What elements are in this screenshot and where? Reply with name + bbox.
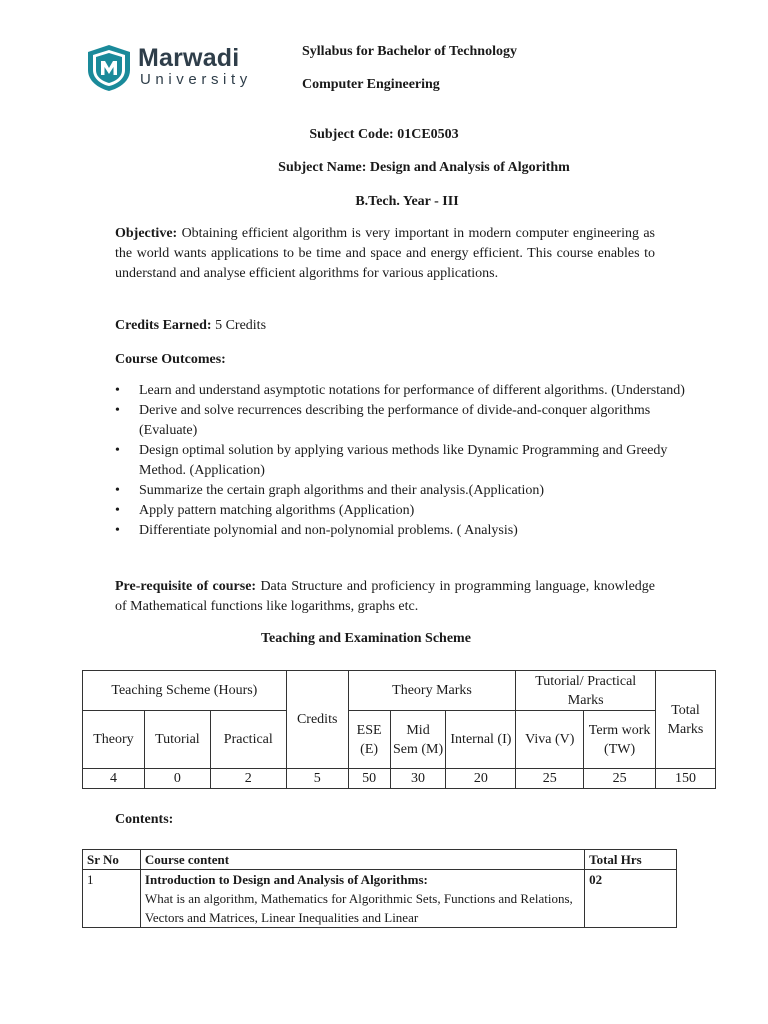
bullet-icon: • <box>115 383 120 398</box>
practical-value: 2 <box>210 769 286 789</box>
subject-name: Subject Name: Design and Analysis of Algorithm <box>278 160 570 175</box>
term-work-header: Term work (TW) <box>584 711 656 769</box>
prerequisite-label: Pre-requisite of course: <box>115 579 257 594</box>
tutorial-header: Tutorial <box>144 711 210 769</box>
scheme-table <box>82 670 716 789</box>
bullet-icon: • <box>115 503 120 518</box>
list-item: • Apply pattern matching algorithms (Application) <box>115 501 705 521</box>
tutorial-practical-header: Tutorial/ Practical Marks <box>516 671 656 711</box>
bullet-icon: • <box>115 443 120 458</box>
viva-value: 25 <box>516 769 584 789</box>
contents-table <box>82 849 677 928</box>
term-work-value: 25 <box>584 769 656 789</box>
credits-header: Credits <box>286 671 348 769</box>
course-content-header: Course content <box>140 850 584 870</box>
table-row <box>83 769 716 789</box>
srno-cell: 1 <box>83 870 141 928</box>
credits-label: Credits Earned: <box>115 318 212 333</box>
objective-paragraph <box>115 224 655 284</box>
credits-value-cell: 5 <box>286 769 348 789</box>
viva-header: Viva (V) <box>516 711 584 769</box>
list-item: • Learn and understand asymptotic notations for performance of different algorithms. (Understand) <box>115 381 705 401</box>
list-item: • Derive and solve recurrences describing the performance of divide-and-conquer algorithms (Evaluate) <box>115 403 651 438</box>
list-item: • Differentiate polynomial and non-polynomial problems. ( Analysis) <box>115 521 705 541</box>
ese-header: ESE (E) <box>348 711 390 769</box>
theory-marks-header: Theory Marks <box>348 671 516 711</box>
content-title: Introduction to Design and Analysis of Algorithms: <box>144 872 428 887</box>
contents-heading: Contents: <box>115 812 174 827</box>
subject-code: Subject Code: 01CE0503 <box>309 127 459 142</box>
university-logo <box>86 44 276 92</box>
btech-year: B.Tech. Year - III <box>355 194 459 209</box>
practical-header: Practical <box>210 711 286 769</box>
total-value: 150 <box>656 769 716 789</box>
table-row <box>83 870 677 928</box>
credits-value: 5 Credits <box>211 318 267 333</box>
outcomes-heading: Course Outcomes: <box>115 352 226 367</box>
logo-wordmark: Marwadi <box>138 44 240 72</box>
prerequisite-text: Data Structure and proficiency in programming language, knowledge of Mathematical functions like logarithms, graphs etc. <box>115 579 655 614</box>
total-hrs-header: Total Hrs <box>585 850 677 870</box>
list-item: • Summarize the certain graph algorithms and their analysis.(Application) <box>115 481 705 501</box>
outcomes-list <box>115 381 705 541</box>
theory-header: Theory <box>83 711 145 769</box>
bullet-icon: • <box>115 523 120 538</box>
department-name: Computer Engineering <box>302 77 440 92</box>
ese-value: 50 <box>348 769 390 789</box>
syllabus-title: Syllabus for Bachelor of Technology <box>302 44 517 59</box>
scheme-title: Teaching and Examination Scheme <box>261 631 471 646</box>
course-content-cell <box>140 870 584 928</box>
prerequisite-paragraph <box>115 577 655 617</box>
internal-value: 20 <box>446 769 516 789</box>
shield-icon <box>86 44 132 92</box>
mid-sem-header: Mid Sem (M) <box>390 711 446 769</box>
table-header-row <box>83 850 677 870</box>
total-marks-header: Total Marks <box>656 671 716 769</box>
internal-header: Internal (I) <box>446 711 516 769</box>
content-text: What is an algorithm, Mathematics for Algorithmic Sets, Functions and Relations, Vectors and Matrices, Linear Inequalities and Linear <box>144 891 573 925</box>
objective-label: Objective: <box>115 226 178 241</box>
theory-value: 4 <box>83 769 145 789</box>
bullet-icon: • <box>115 483 120 498</box>
srno-header: Sr No <box>83 850 141 870</box>
total-hrs-cell: 02 <box>585 870 677 928</box>
logo-subtitle: University <box>140 71 252 88</box>
objective-text: Obtaining efficient algorithm is very important in modern computer engineering as the world wants applications to be time and space and energy efficient. This course enables to understand and analyse efficient algorithms for various applications. <box>115 226 655 281</box>
credits-line <box>115 316 655 336</box>
list-item: • Design optimal solution by applying various methods like Dynamic Programming and Greedy Method. (Application) <box>115 443 668 478</box>
tutorial-value: 0 <box>144 769 210 789</box>
teaching-scheme-header: Teaching Scheme (Hours) <box>83 671 287 711</box>
mid-sem-value: 30 <box>390 769 446 789</box>
bullet-icon: • <box>115 403 120 418</box>
